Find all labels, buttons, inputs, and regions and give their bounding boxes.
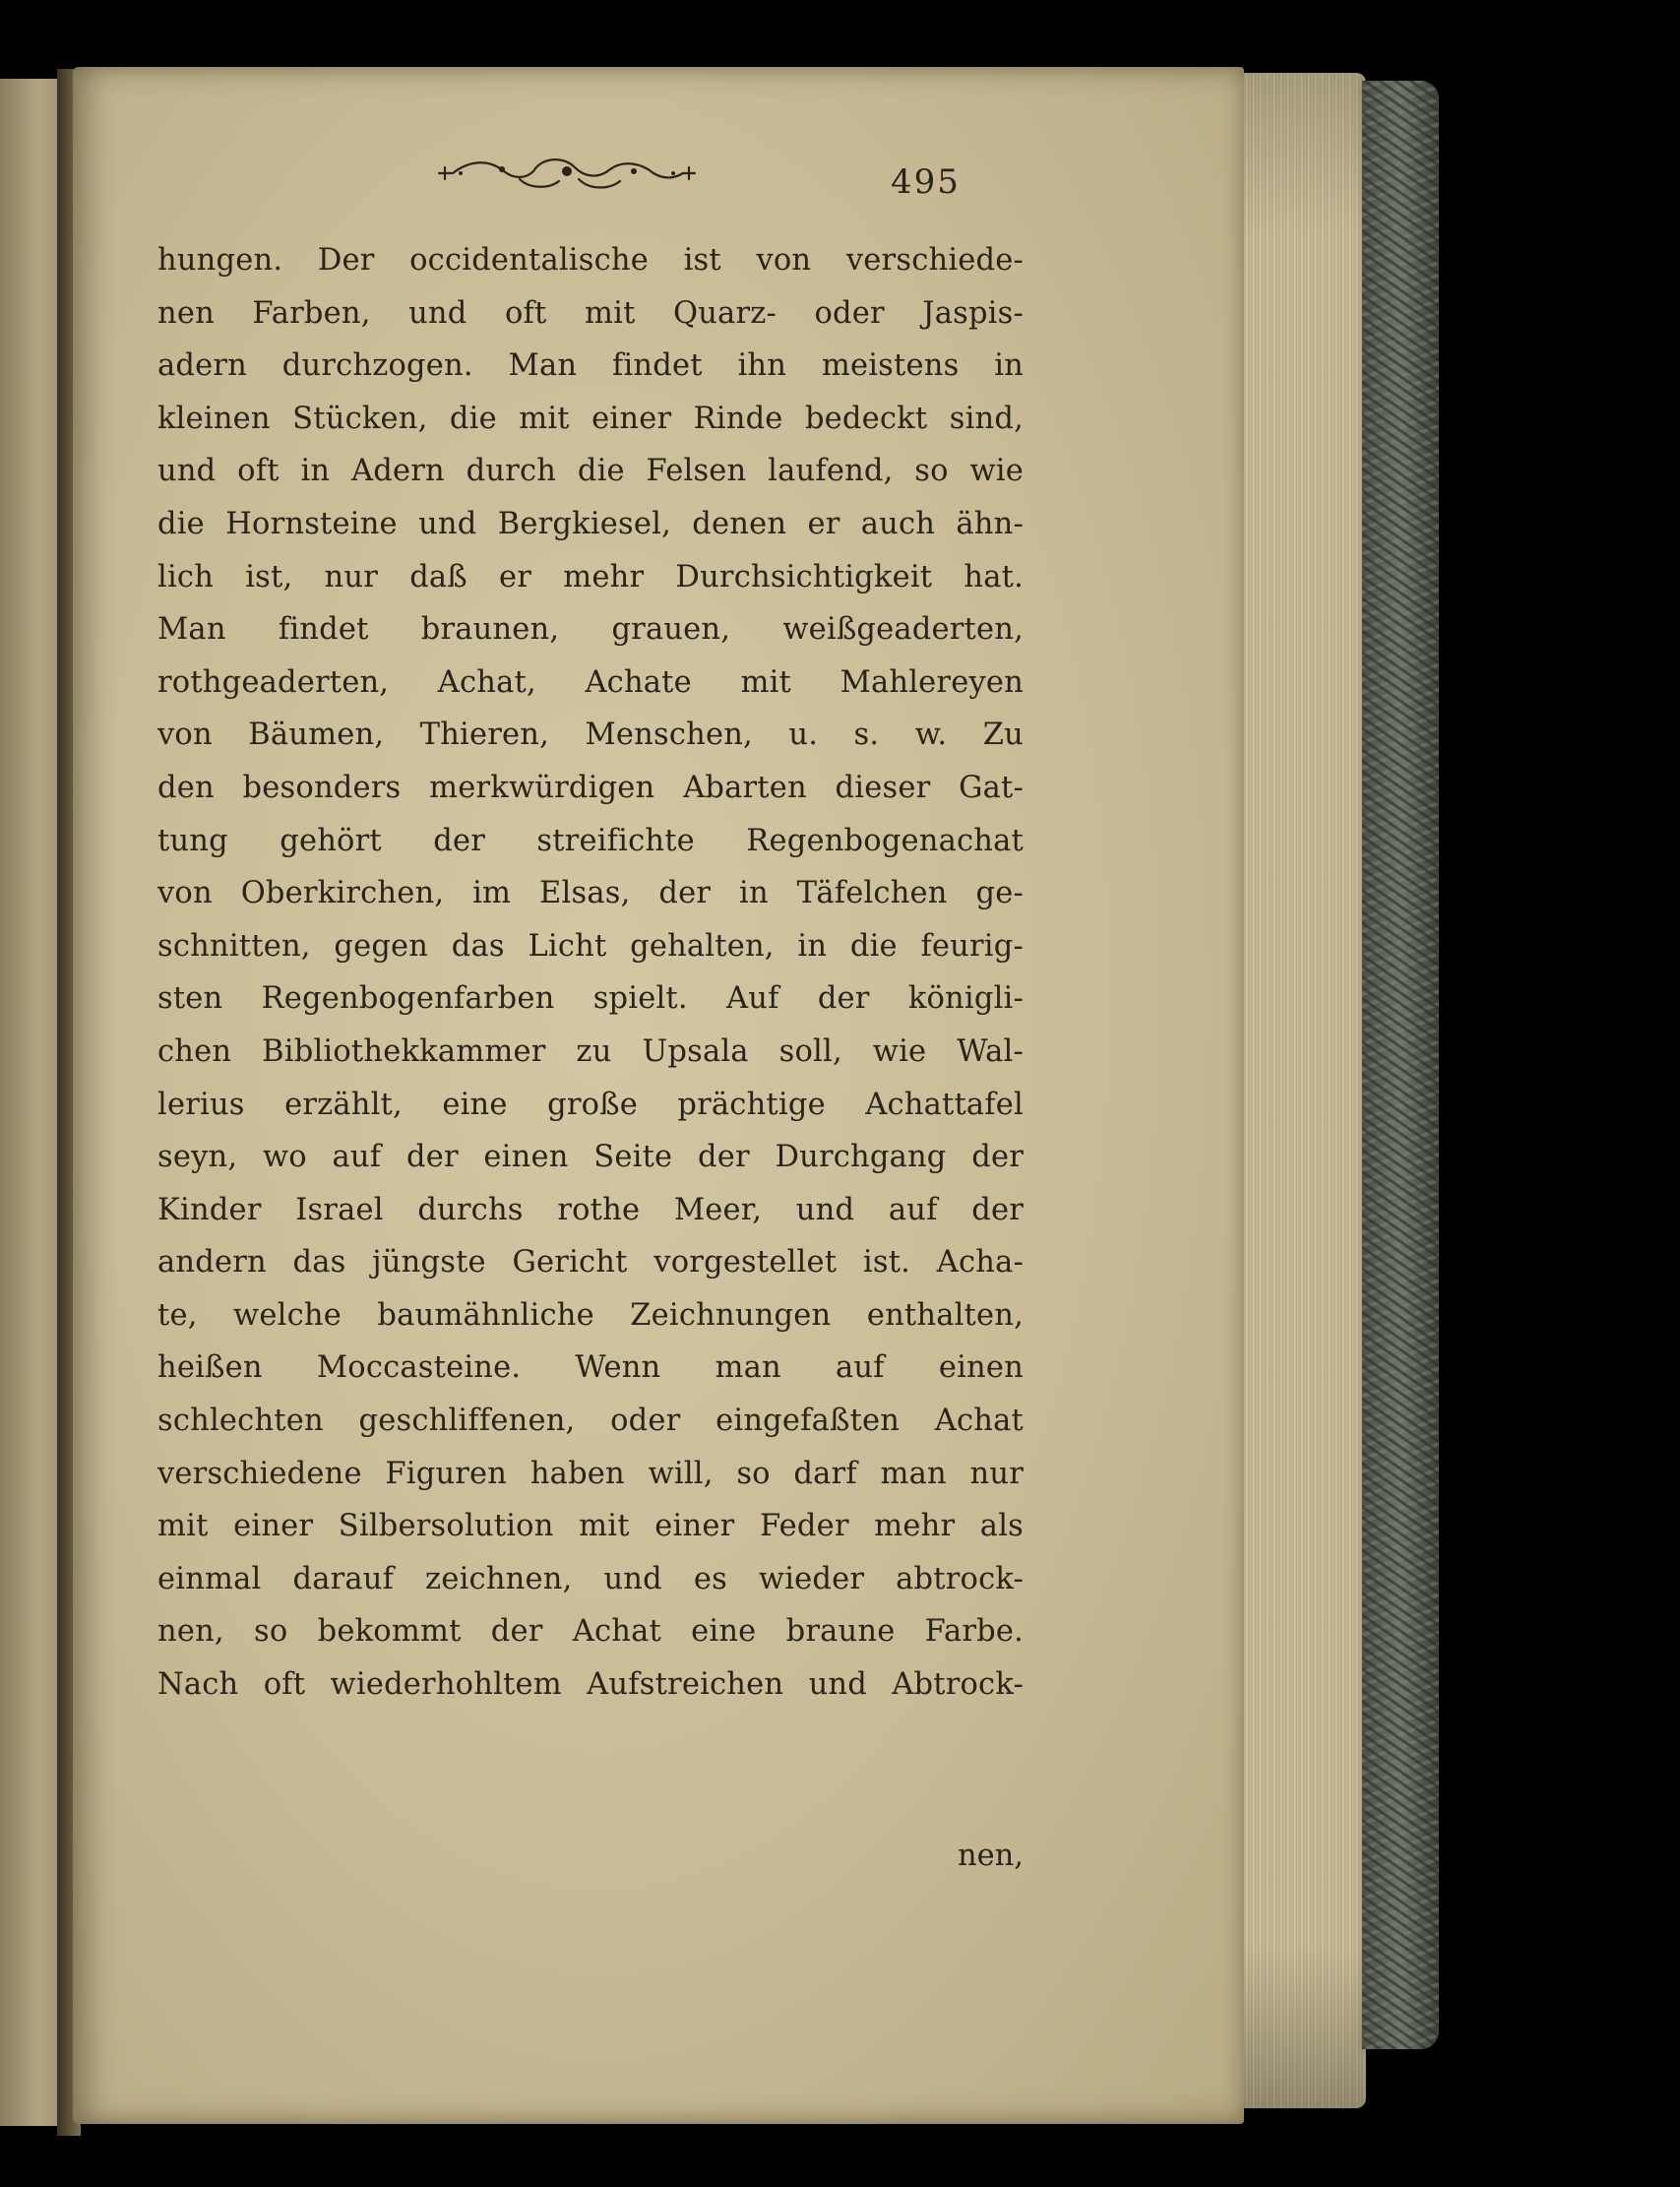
text-line: hungen. Der occidentalische ist von verschiede- xyxy=(157,243,1024,278)
text-line: Kinder Israel durchs rothe Meer, und auf der xyxy=(157,1192,1024,1227)
text-line: von Oberkirchen, im Elsas, der in Täfelchen ge- xyxy=(157,876,1024,911)
text-line: seyn, wo auf der einen Seite der Durchgang der xyxy=(157,1140,1024,1175)
text-line: andern das jüngste Gericht vorgestellet ist. Acha- xyxy=(157,1245,1024,1281)
text-line: sten Regenbogenfarben spielt. Auf der königli- xyxy=(157,981,1024,1017)
page-number: 495 xyxy=(891,162,961,202)
text-line: verschiedene Figuren haben will, so darf man nur xyxy=(157,1456,1024,1491)
text-line: heißen Moccasteine. Wenn man auf einen xyxy=(157,1350,1024,1386)
text-line: mit einer Silbersolution mit einer Feder mehr als xyxy=(157,1509,1024,1544)
text-line: rothgeaderten, Achat, Achate mit Mahlereyen xyxy=(157,664,1024,700)
text-line: schnitten, gegen das Licht gehalten, in die feurig- xyxy=(157,928,1024,964)
header-ornament-icon xyxy=(431,150,703,197)
text-line: und oft in Adern durch die Felsen laufend, so wie xyxy=(157,454,1024,489)
text-line: adern durchzogen. Man findet ihn meistens in xyxy=(157,348,1024,384)
text-line: Nach oft wiederhohltem Aufstreichen und Abtrock- xyxy=(157,1667,1024,1703)
text-line: einmal darauf zeichnen, und es wieder abtrock- xyxy=(157,1561,1024,1596)
text-line: kleinen Stücken, die mit einer Rinde bedeckt sind, xyxy=(157,401,1024,436)
text-line: schlechten geschliffenen, oder eingefaßten Achat xyxy=(157,1404,1024,1439)
text-line: nen Farben, und oft mit Quarz- oder Jaspis- xyxy=(157,295,1024,331)
catchword: nen, xyxy=(957,1839,1024,1873)
text-line: Man findet braunen, grauen, weißgeaderten, xyxy=(157,612,1024,648)
text-line: von Bäumen, Thieren, Menschen, u. s. w. Zu xyxy=(157,718,1024,753)
text-line: lich ist, nur daß er mehr Durchsichtigkeit hat. xyxy=(157,559,1024,594)
text-line: nen, so bekommt der Achat eine braune Farbe. xyxy=(157,1614,1024,1650)
text-line: die Hornsteine und Bergkiesel, denen er auch ähn- xyxy=(157,506,1024,541)
text-line: den besonders merkwürdigen Abarten dieser Gat- xyxy=(157,770,1024,805)
page-edges-shade xyxy=(1228,73,1366,2108)
marbled-cover xyxy=(1362,81,1439,2049)
body-text xyxy=(157,234,1024,1712)
text-line: te, welche baumähnliche Zeichnungen enthalten, xyxy=(157,1297,1024,1333)
text-line: tung gehört der streifichte Regenbogenachat xyxy=(157,823,1024,858)
text-line: chen Bibliothekkammer zu Upsala soll, wie Wal- xyxy=(157,1033,1024,1069)
text-line: lerius erzählt, eine große prächtige Achattafel xyxy=(157,1087,1024,1122)
